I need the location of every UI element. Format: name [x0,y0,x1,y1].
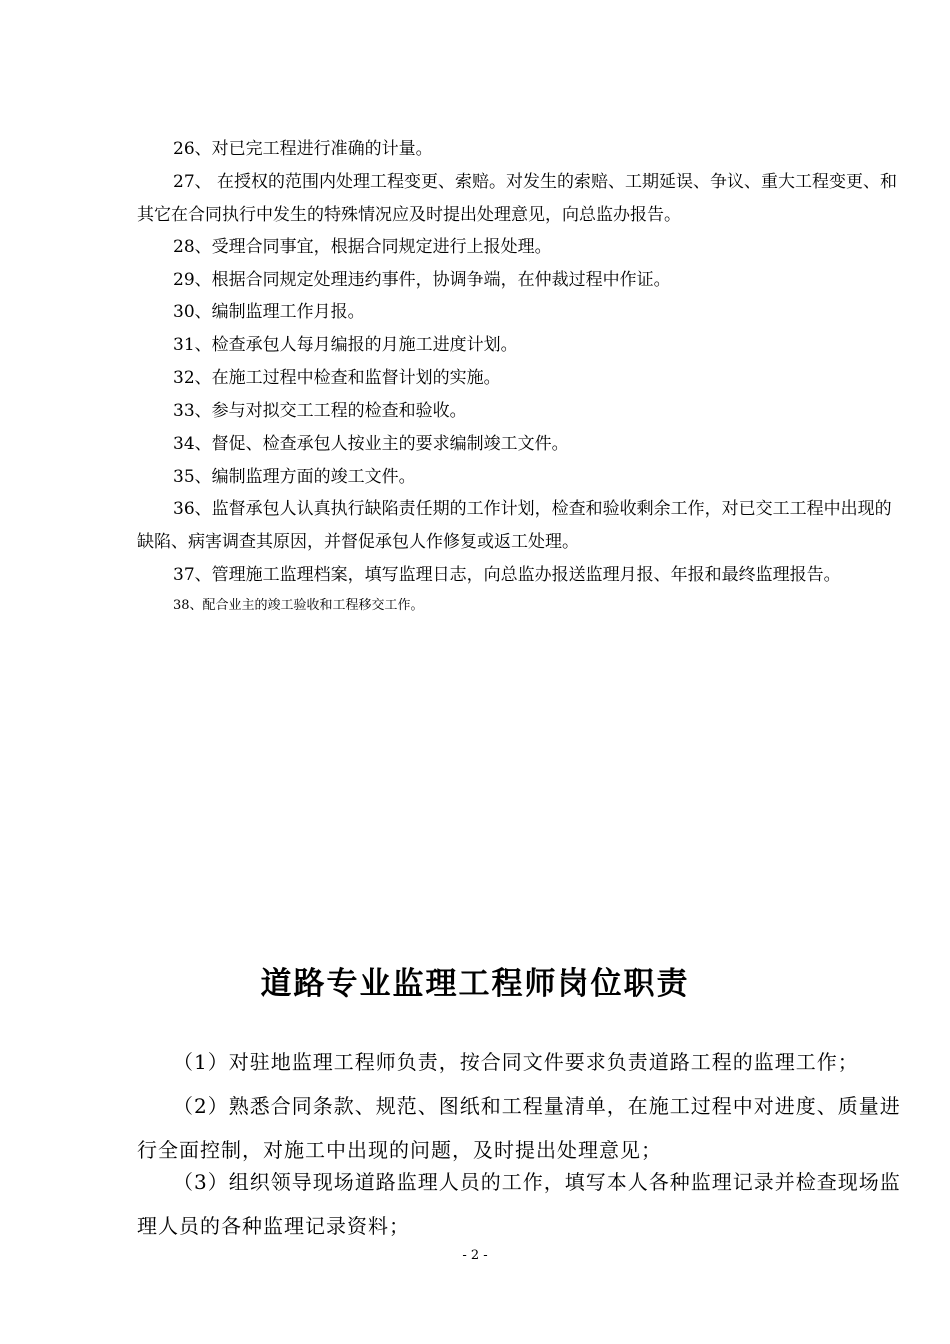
duty-item: （1）对驻地监理工程师负责，按合同文件要求负责道路工程的监理工作； [173,1050,859,1074]
list-item: 28、受理合同事宜，根据合同规定进行上报处理。 [173,237,552,257]
list-item: 38、配合业主的竣工验收和工程移交工作。 [173,598,424,613]
page-number: - 2 - [462,1248,488,1263]
list-item: 34、督促、检查承包人按业主的要求编制竣工文件。 [173,434,569,454]
section-title: 道路专业监理工程师岗位职责 [260,966,690,1002]
list-item: 27、 在授权的范围内处理工程变更、索赔。对发生的索赔、工期延误、争议、重大工程变更、和其它在合同执行中发生的特殊情况应及时提出处理意见，向总监办报告。 [137,172,898,225]
list-item: 26、对已完工程进行准确的计量。 [173,139,433,159]
list-item: 31、检查承包人每月编报的月施工进度计划。 [173,335,518,355]
list-item: 30、编制监理工作月报。 [173,302,365,322]
duty-item: （2）熟悉合同条款、规范、图纸和工程量清单，在施工过程中对进度、质量进行全面控制，对施工中出现的问题，及时提出处理意见； [137,1094,901,1162]
list-item: 32、在施工过程中检查和监督计划的实施。 [173,368,501,388]
list-item: 35、编制监理方面的竣工文件。 [173,467,416,487]
list-item: 33、参与对拟交工工程的检查和验收。 [173,401,467,421]
duty-item: （3）组织领导现场道路监理人员的工作，填写本人各种监理记录并检查现场监理人员的各种监理记录资料； [137,1170,901,1238]
list-item: 36、监督承包人认真执行缺陷责任期的工作计划，检查和验收剩余工作，对已交工工程中出现的缺陷、病害调查其原因，并督促承包人作修复或返工处理。 [137,499,892,552]
list-item: 37、管理施工监理档案，填写监理日志，向总监办报送监理月报、年报和最终监理报告。 [173,565,841,585]
list-item: 29、根据合同规定处理违约事件，协调争端，在仲裁过程中作证。 [173,270,671,290]
